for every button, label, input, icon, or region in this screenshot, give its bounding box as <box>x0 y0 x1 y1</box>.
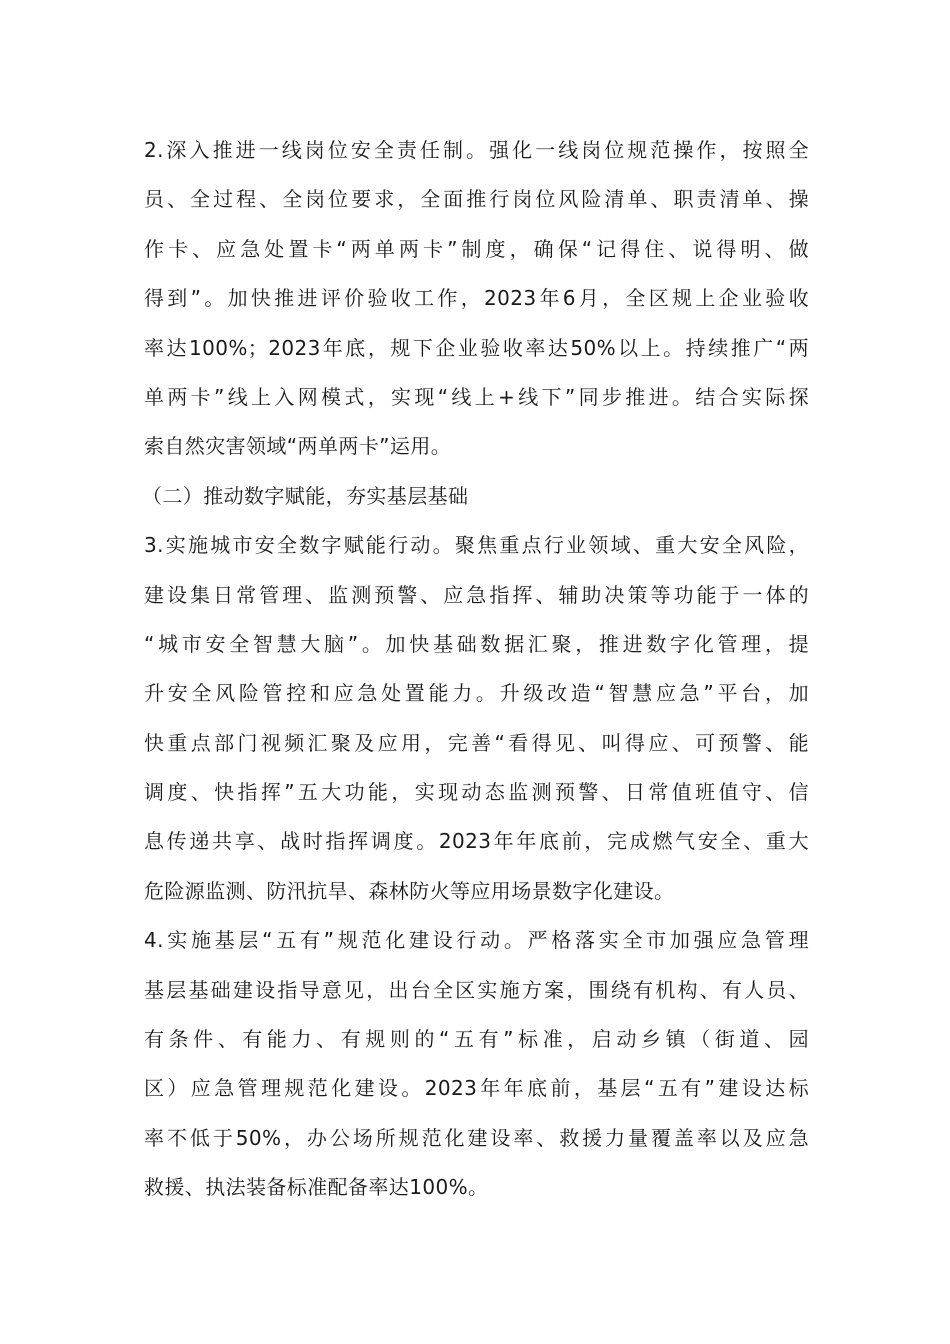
section-heading <box>144 472 809 521</box>
paragraph-line: 2.深入推进一线岗位安全责任制。强化一线岗位规范操作，按照全 <box>144 138 809 162</box>
document-body <box>144 126 809 1213</box>
paragraph-2 <box>144 126 809 472</box>
paragraph-4 <box>144 916 809 1212</box>
paragraph-line: 4.实施基层“五有”规范化建设行动。严格落实全市加强应急管理 <box>144 928 809 953</box>
paragraph-line: 区）应急管理规范化建设。2023年年底前，基层“五有”建设达标 <box>144 1076 809 1101</box>
paragraph-line: 3.实施城市安全数字赋能行动。聚焦重点行业领域、重大安全风险， <box>144 533 809 558</box>
paragraph-line: 作卡、应急处置卡“两单两卡”制度，确保“记得住、说得明、做 <box>144 236 809 261</box>
paragraph-3 <box>144 521 809 916</box>
paragraph-line: 调度、快指挥”五大功能，实现动态监测预警、日常值班值守、信 <box>144 780 809 805</box>
paragraph-line: 得到”。加快推进评价验收工作，2023年6月，全区规上企业验收 <box>144 286 809 311</box>
paragraph-line: 单两卡”线上入网模式，实现“线上+线下”同步推进。结合实际探 <box>144 384 809 409</box>
paragraph-line: 建设集日常管理、监测预警、应急指挥、辅助决策等功能于一体的 <box>144 582 809 607</box>
paragraph-line: 升安全风险管控和应急处置能力。升级改造“智慧应急”平台，加 <box>144 681 809 706</box>
paragraph-line: 危险源监测、防汛抗旱、森林防火等应用场景数字化建设。 <box>144 878 675 903</box>
paragraph-line: 救援、执法装备标准配备率达100%。 <box>144 1175 489 1200</box>
paragraph-line: 率不低于50%，办公场所规范化建设率、救援力量覆盖率以及应急 <box>144 1125 809 1150</box>
paragraph-line: 员、全过程、全岗位要求，全面推行岗位风险清单、职责清单、操 <box>144 187 809 212</box>
paragraph-line: 率达100%；2023年底，规下企业验收率达50%以上。持续推广“两 <box>144 335 809 360</box>
paragraph-line: 快重点部门视频汇聚及应用，完善“看得见、叫得应、可预警、能 <box>144 730 809 755</box>
paragraph-line: 有条件、有能力、有规则的“五有”标准，启动乡镇（街道、园 <box>144 1027 809 1052</box>
paragraph-line: 基层基础建设指导意见，出台全区实施方案，围绕有机构、有人员、 <box>144 977 809 1002</box>
paragraph-line: 索自然灾害领域“两单两卡”运用。 <box>144 434 452 459</box>
paragraph-line: “城市安全智慧大脑”。加快基础数据汇聚，推进数字化管理，提 <box>144 631 809 656</box>
paragraph-line: 息传递共享、战时指挥调度。2023年年底前，完成燃气安全、重大 <box>144 829 809 854</box>
section-heading-text: （二）推动数字赋能，夯实基层基础 <box>142 483 469 508</box>
